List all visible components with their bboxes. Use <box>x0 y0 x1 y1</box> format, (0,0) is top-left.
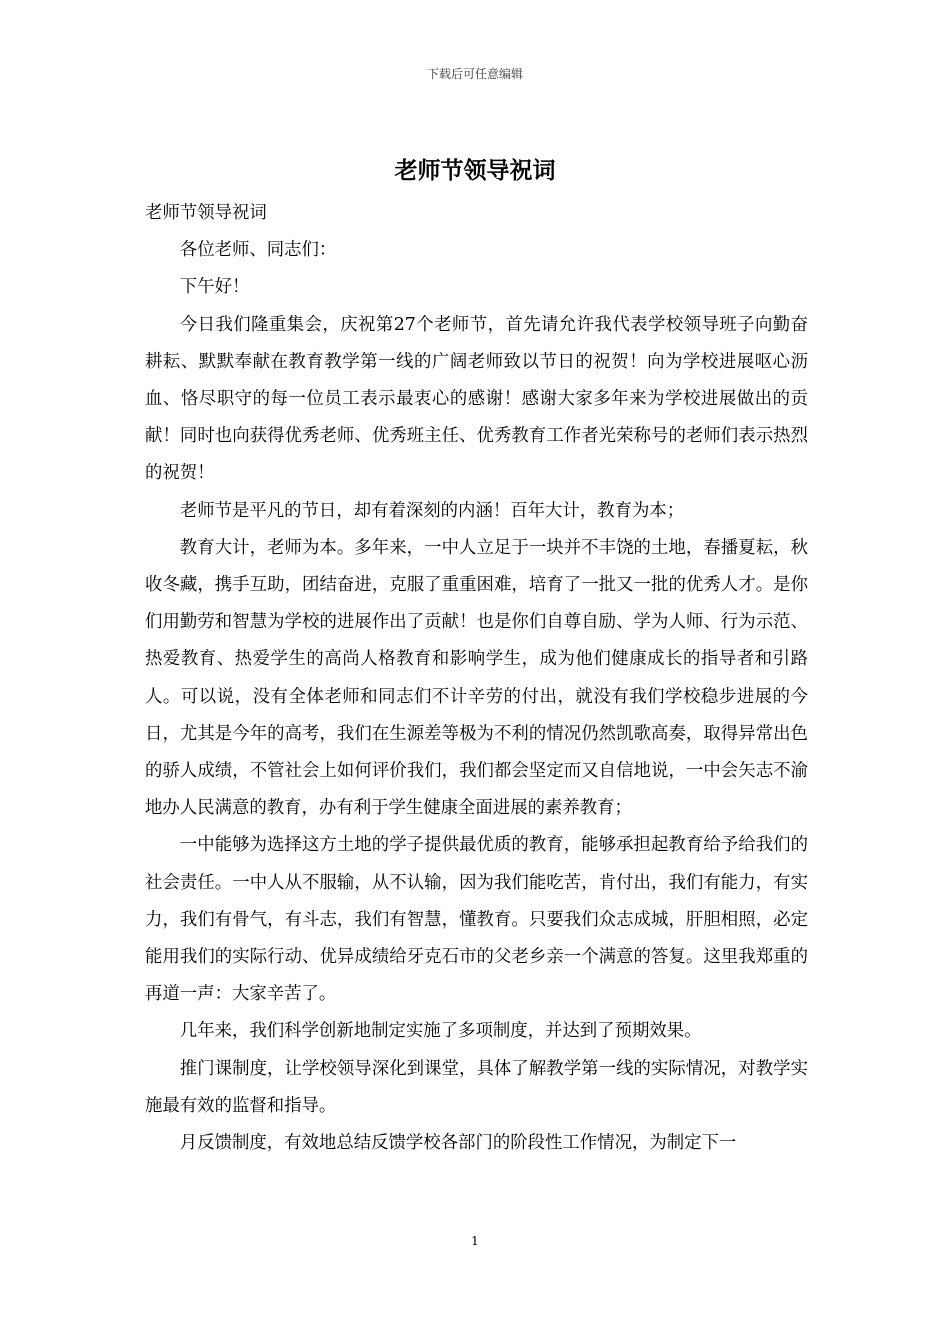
header-note: 下载后可任意编辑 <box>426 67 523 81</box>
paragraph: 月反馈制度，有效地总结反馈学校各部门的阶段性工作情况，为制定下一 <box>179 1133 737 1154</box>
paragraph: 今日我们隆重集会，庆祝第27个老师节，首先请允许我代表学校领导班子向勤奋耕耘、默默奉献在教育教学第一线的广阔老师致以节日的祝贺！向为学校进展呕心沥血、恪尽职守的每一位员工表示最衷心的感谢！感谢大家多年来为学校进展做出的贡献！同时也向获得优秀老师、优秀班主任、优秀教育工作者光荣称号的老师们表示热烈的祝贺！ <box>145 314 808 484</box>
paragraph: 一中能够为选择这方土地的学子提供最优质的教育，能够承担起教育给予给我们的社会责任。一中人从不服输，从不认输，因为我们能吃苦，肯付出，我们有能力，有实力，我们有骨气，有斗志，我们有智慧，懂教育。只要我们众志成城，肝胆相照，必定能用我们的实际行动、优异成绩给牙克石市的父老乡亲一个满意的答复。这里我郑重的再道一声：大家辛苦了。 <box>145 835 808 1005</box>
document-body <box>145 195 808 1162</box>
paragraph-subtitle: 老师节领导祝词 <box>145 203 267 223</box>
paragraph: 老师节是平凡的节日，却有着深刻的内涵！百年大计，教育为本； <box>179 500 685 521</box>
paragraph-salutation: 各位老师、同志们： <box>179 240 337 261</box>
paragraph: 推门课制度，让学校领导深化到课堂，具体了解教学第一线的实际情况，对教学实施最有效的监督和指导。 <box>145 1058 808 1116</box>
paragraph: 教育大计，老师为本。多年来，一中人立足于一块并不丰饶的土地，春播夏耘，秋收冬藏，携手互助，团结奋进，克服了重重困难，培育了一批又一批的优秀人才。是你们用勤劳和智慧为学校的进展作出了贡献！也是你们自尊自励、学为人师、行为示范、热爱教育、热爱学生的高尚人格教育和影响学生，成为他们健康成长的指导者和引路人。可以说，没有全体老师和同志们不计辛劳的付出，就没有我们学校稳步进展的今日，尤其是今年的高考，我们在生源差等极为不利的情况仍然凯歌高奏，取得异常出色的骄人成绩，不管社会上如何评价我们，我们都会坚定而又自信地说，一中会矢志不渝地办人民满意的教育，办有利于学生健康全面进展的素养教育； <box>145 537 808 819</box>
page-number: 1 <box>471 1234 479 1248</box>
paragraph: 几年来，我们科学创新地制定实施了多项制度，并达到了预期效果。 <box>179 1021 702 1042</box>
document-title: 老师节领导祝词 <box>394 157 556 184</box>
paragraph-greeting: 下午好！ <box>179 277 250 298</box>
